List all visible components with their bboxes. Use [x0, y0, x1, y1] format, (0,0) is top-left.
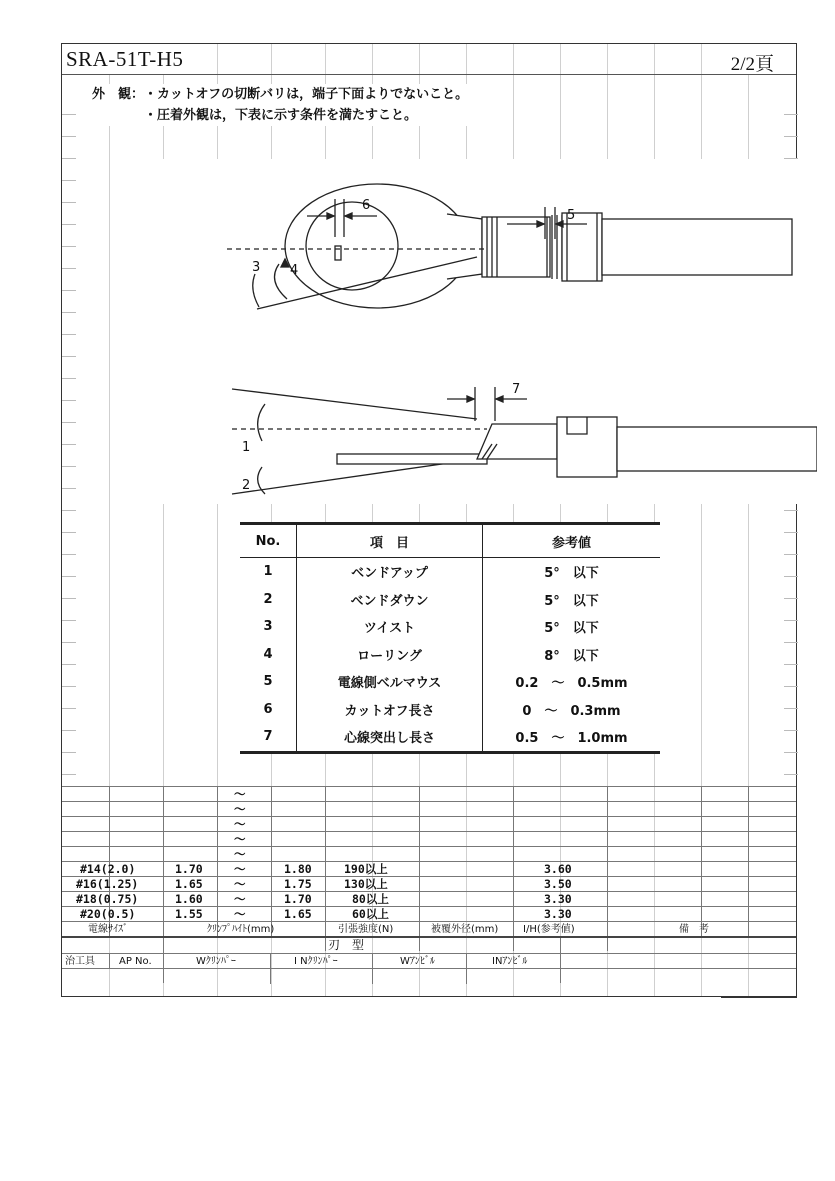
table-row [240, 696, 660, 724]
callout-4: 4 [290, 263, 299, 278]
row-value: 0.2 ～ 0.5mm [515, 676, 628, 692]
blade-label: 刃 型 [328, 938, 365, 952]
row-item: ベンドダウン [297, 586, 483, 614]
col-header-item: 項 目 [297, 524, 483, 558]
callout-6: 6 [362, 198, 371, 213]
header-row [62, 44, 796, 75]
row-value: 8° 以下 [544, 648, 599, 664]
label-ih: I/H(参考値) [523, 924, 575, 935]
row-item: ツイスト [297, 613, 483, 641]
tilde-sign: ～ [234, 832, 246, 846]
table-row [240, 723, 660, 752]
table-row [62, 861, 796, 877]
table-row [62, 876, 796, 892]
label-remarks: 備 考 [679, 924, 709, 935]
row-item: ベンドアップ [297, 558, 483, 586]
in-crimper-label: I Nｸﾘﾝﾊﾟｰ [294, 956, 338, 967]
ih-value: 3.30 [544, 892, 572, 906]
label-tensile: 引張強度(N) [338, 924, 394, 935]
wire-size: #16(1.25) [76, 877, 139, 891]
blade-row [62, 938, 796, 953]
row-value: 0.5 ～ 1.0mm [483, 723, 661, 752]
empty-row [62, 801, 796, 817]
tensile-strength: 190以上 [344, 862, 388, 876]
callout-2: 2 [242, 478, 251, 493]
table-row [240, 613, 660, 641]
tilde-sign: ～ [234, 787, 246, 801]
crimp-min: 1.55 [175, 907, 203, 921]
label-insulation: 被覆外径(mm) [431, 924, 499, 935]
tensile-strength: 130以上 [344, 877, 388, 891]
row-value: 5° 以下 [544, 566, 599, 582]
row-value: 5° 以下 [544, 593, 599, 609]
notes-label: 外 観： [92, 87, 145, 102]
document-sheet [61, 43, 797, 997]
label-wire-size: 電線ｻｲｽﾞ [88, 924, 128, 935]
callout-3: 3 [252, 260, 261, 275]
tilde-sign: ～ [234, 862, 246, 876]
tensile-strength: 60以上 [352, 907, 389, 921]
tensile-strength: 80以上 [352, 892, 389, 906]
crimp-max: 1.70 [284, 892, 312, 906]
label-crimp-height: ｸﾘﾝﾌﾟﾊｲﾄ(mm) [207, 924, 275, 935]
w-anvil-label: Wｱﾝﾋﾞﾙ [400, 956, 435, 967]
table-row [62, 906, 796, 922]
table-row [240, 641, 660, 669]
crimp-max: 1.80 [284, 862, 312, 876]
row-no: 2 [240, 586, 297, 614]
crimp-max: 1.65 [284, 907, 312, 921]
row-no: 6 [240, 696, 297, 724]
table-row [240, 586, 660, 614]
page-number: 2/2頁 [730, 54, 774, 75]
tilde-sign: ～ [234, 892, 246, 906]
row-no: 7 [240, 723, 297, 752]
ap-no-label: AP No. [119, 956, 152, 967]
tilde-sign: ～ [234, 877, 246, 891]
tilde-sign: ～ [234, 847, 246, 861]
ih-value: 3.50 [544, 877, 572, 891]
row-value: 0 ～ 0.3mm [522, 703, 621, 719]
empty-row [62, 786, 796, 802]
empty-row [62, 831, 796, 847]
crimp-min: 1.70 [175, 862, 203, 876]
note-line-1: ・カットオフの切断バリは，端子下面よりでないこと。 [144, 87, 469, 102]
crimp-min: 1.65 [175, 877, 203, 891]
wire-size: #18(0.75) [76, 892, 139, 906]
callout-5: 5 [567, 208, 576, 223]
col-header-no: No. [240, 524, 297, 558]
ih-value: 3.30 [544, 907, 572, 921]
table-row [62, 891, 796, 907]
table-row [240, 668, 660, 696]
table-row [240, 558, 660, 586]
row-no: 1 [240, 558, 297, 586]
row-no: 5 [240, 668, 297, 696]
callout-7: 7 [512, 382, 521, 397]
row-item: ローリング [297, 641, 483, 669]
appearance-notes [92, 84, 474, 126]
empty-row [62, 846, 796, 862]
callout-1: 1 [242, 440, 251, 455]
spec-table [240, 522, 660, 754]
crimp-spec-grid [62, 786, 796, 998]
tooling-row [62, 953, 796, 969]
row-item: カットオフ長さ [297, 696, 483, 724]
terminal-drawing [157, 159, 817, 504]
crimp-min: 1.60 [175, 892, 203, 906]
wire-size: #20(0.5) [80, 907, 136, 921]
crimp-max: 1.75 [284, 877, 312, 891]
row-item: 電線側ベルマウス [297, 668, 483, 696]
w-crimper-label: Wｸﾘﾝﾊﾟｰ [196, 956, 236, 967]
footer-rule [721, 997, 797, 998]
jig-label: 治工具 [65, 956, 95, 967]
note-line-2: ・圧着外観は，下表に示す条件を満たすこと。 [144, 108, 418, 123]
row-value: 5° 以下 [544, 621, 599, 637]
row-item: 心線突出し長さ [297, 723, 483, 752]
empty-row [62, 816, 796, 832]
tilde-sign: ～ [234, 802, 246, 816]
document-id: SRA-51T-H5 [66, 47, 184, 71]
row-no: 3 [240, 613, 297, 641]
col-header-value: 参考値 [483, 524, 661, 558]
label-row [62, 921, 796, 937]
row-no: 4 [240, 641, 297, 669]
tilde-sign: ～ [234, 907, 246, 921]
wire-size: #14(2.0) [80, 862, 136, 876]
ih-value: 3.60 [544, 862, 572, 876]
in-anvil-label: INｱﾝﾋﾞﾙ [492, 956, 528, 967]
tilde-sign: ～ [234, 817, 246, 831]
